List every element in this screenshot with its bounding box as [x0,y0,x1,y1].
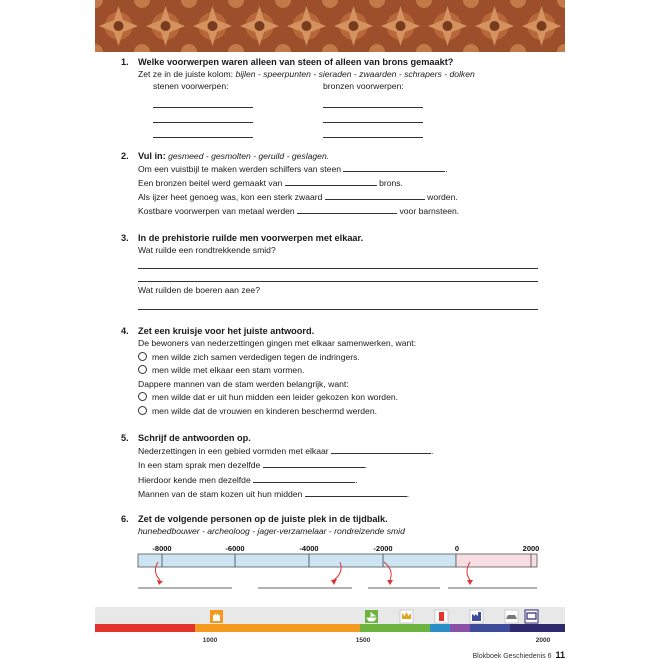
header-banner [95,0,565,52]
era-segment-violet [450,624,470,632]
option-label: men wilde dat er uit hun midden een leider gekozen kon worden. [152,392,399,403]
sentence-end: . [355,474,358,485]
answer-line[interactable] [153,108,253,123]
era-segment-orange [195,624,360,632]
question-4 [121,325,416,418]
bronze-column [323,80,423,137]
arrowhead [157,580,163,585]
tick-label: 2000 [522,544,540,553]
sub-question: Wat ruilde een rondtrekkende smid? [138,245,276,256]
era-segment-blue [430,624,450,632]
option-row [121,364,416,378]
question-3 [121,232,538,310]
person-list: hunebedbouwer - archeoloog - jager-verzamelaar - rondreizende smid [138,526,405,537]
column-header: stenen voorwerpen: [153,81,229,92]
fill-sentence [138,473,433,487]
blank-field[interactable] [297,204,397,214]
question-number: 6. [121,514,129,524]
question-1 [121,56,475,132]
radio-button[interactable] [138,365,147,374]
sub-question: Wat ruilden de boeren aan zee? [138,285,260,296]
blank-field[interactable] [263,458,368,471]
question-2 [121,150,459,218]
sentence-end: brons. [379,178,403,189]
era-segment-indigo [470,624,510,632]
fill-sentence [138,176,459,190]
fill-sentence [138,162,459,176]
blank-field[interactable] [285,176,377,186]
sentence-text: Om een vuistbijl te maken werden schilfers van steen [138,164,342,175]
arrowhead [467,580,473,585]
blank-field[interactable] [331,444,434,457]
question-3-title [121,232,538,244]
sentence-end: . [364,460,368,471]
lamp-icon-glyph [439,612,444,621]
tick-label: -2000 [373,544,393,553]
answer-line[interactable] [153,123,253,138]
question-text: Zet de volgende personen op de juiste plek in de tijdbalk. [138,514,388,524]
question-stem: De bewoners van nederzettingen gingen met elkaar samenwerken, want: [138,338,417,349]
sentence-text: Kostbare voorwerpen van metaal werden [138,206,295,217]
sentence-text: Mannen van de stam kozen uit hun midden [138,488,303,499]
question-2-title [121,151,166,161]
fill-sentence [138,458,433,472]
sentence-text: Als ijzer heet genoeg was, kon een sterk zwaard [138,192,323,203]
sentence-end: worden. [427,192,458,203]
option-row [121,351,416,365]
fill-sentence [138,204,459,218]
fill-sentence [138,444,433,458]
page-number: 11 [555,650,565,660]
option-label: men wilde met elkaar een stam vormen. [152,365,305,376]
option-row [121,391,416,405]
tick-label: -8000 [152,544,172,553]
fill-sentence [138,487,433,501]
question-5 [121,432,433,501]
question-text: Schrijf de antwoorden op. [138,433,251,443]
radio-button[interactable] [138,406,147,415]
option-label: men wilde dat de vrouwen en kinderen beschermd werden. [152,405,377,416]
radio-button[interactable] [138,392,147,401]
timeline-bc-segment [138,554,456,567]
era-segment-green [360,624,430,632]
answer-line[interactable] [138,297,538,310]
sentence-end: . [406,488,410,499]
question-6-title [121,513,405,525]
ornament-pattern [95,0,565,52]
blank-field[interactable] [253,473,358,485]
fill-sentence [138,190,459,204]
option-row [121,405,416,419]
question-number: 5. [121,433,129,443]
sentence-text: Nederzettingen in een gebied vormden met elkaar [138,446,329,457]
question-text: Vul in: [138,151,166,161]
question-number: 4. [121,326,129,336]
blank-field[interactable] [343,162,448,175]
stone-column [153,80,253,137]
arrowhead [387,580,393,585]
question-number: 2. [121,151,129,161]
sentence-end: . [431,446,434,457]
answer-line[interactable] [138,269,538,282]
era-timeline-bar [0,607,660,649]
sentence-end: voor barnsteen. [399,206,460,217]
question-text: Welke voorwerpen waren alleen van steen of alleen van brons gemaakt? [138,57,454,67]
word-list: bijlen - speerpunten - sieraden - zwaarden - schrapers - dolken [235,69,475,80]
sentence-text: In een stam sprak men dezelfde [138,460,261,471]
question-number: 1. [121,57,129,67]
radio-button[interactable] [138,352,147,361]
era-label: 1000 [202,637,218,644]
option-label: men wilde zich samen verdedigen tegen de indringers. [152,351,360,362]
era-label: 2000 [535,637,551,644]
sentence-text: Hierdoor kende men dezelfde [138,474,251,485]
era-segment-red [95,624,195,632]
answer-line[interactable] [323,123,423,138]
question-1-instruction [121,68,475,80]
page-footer [472,650,565,660]
instruction-text: Zet ze in de juiste kolom: [138,69,236,80]
timeline [0,540,660,595]
tick-label: -4000 [299,544,319,553]
question-number: 3. [121,233,129,243]
answer-line[interactable] [323,93,423,108]
question-text: Zet een kruisje voor het juiste antwoord. [138,326,315,336]
answer-line[interactable] [138,256,538,269]
era-label: 1500 [355,637,371,644]
tick-label: -6000 [225,544,245,553]
question-5-title [121,432,433,444]
sentence-end: . [445,164,448,175]
question-4-title [121,325,416,337]
word-list: gesmeed - gesmolten - geruild - geslagen. [168,151,330,161]
answer-line[interactable] [153,93,253,108]
answer-line[interactable] [323,108,423,123]
blank-field[interactable] [305,487,410,499]
column-header: bronzen voorwerpen: [323,81,404,92]
blank-field[interactable] [325,190,425,200]
arrowhead [331,579,337,585]
era-segment-purple [510,624,565,632]
question-6 [121,513,405,537]
answer-columns [121,80,475,132]
question-stem: Dappere mannen van de stam werden belangrijk, want: [138,378,349,389]
tick-label: 0 [454,544,460,553]
sentence-text: Een bronzen beitel werd gemaakt van [138,178,283,189]
book-title: Blokboek Geschiedenis 6 [472,653,552,660]
question-1-title [121,56,475,68]
question-text: In de prehistorie ruilde men voorwerpen met elkaar. [138,233,364,243]
